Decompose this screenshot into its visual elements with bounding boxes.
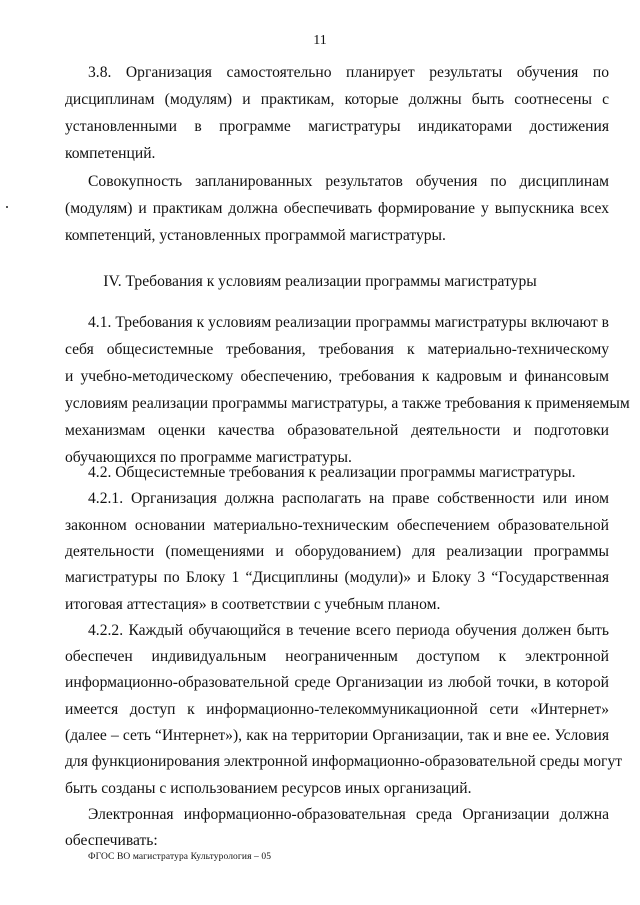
text-line: Электронная информационно-образовательная среда Организации должна (88, 805, 609, 823)
text-line: 3.8. Организация самостоятельно планирует результаты обучения по (88, 64, 609, 81)
text-line: и учебно-методическому обеспечению, требования к кадровым и финансовым (65, 368, 609, 385)
text-line: обеспечен индивидуальным неограниченным доступом к электронной (65, 648, 609, 666)
text-line: установленными в программе магистратуры индикаторами достижения (65, 118, 609, 135)
text-line: себя общесистемные требования, требования к материально-техническому (65, 341, 609, 358)
text-line: обучающихся по программе магистратуры. (65, 449, 352, 466)
text-line: для функционирования электронной информационно-образовательной среды могут (65, 753, 623, 771)
text-line: Совокупность запланированных результатов обучения по дисциплинам (88, 173, 609, 190)
text-line: быть созданы с использованием ресурсов иных организаций. (65, 779, 472, 797)
text-line: 4.2. Общесистемные требования к реализации программы магистратуры. (88, 464, 576, 481)
text-line: обеспечивать: (65, 832, 158, 850)
text-line: компетенций, установленных программой магистратуры. (65, 227, 446, 244)
text-line: дисциплинам (модулям) и практикам, которые должны быть соотнесены с (65, 91, 609, 108)
page-number: 11 (313, 33, 327, 48)
text-line: имеется доступ к информационно-телекоммуникационной сети «Интернет» (65, 700, 609, 718)
text-line: (далее – сеть “Интернет»), как на территории Организации, так и вне ее. Условия (65, 727, 609, 744)
text-line: 4.2.2. Каждый обучающийся в течение всего периода обучения должен быть (88, 621, 609, 639)
margin-mark (6, 206, 8, 208)
text-line: законном основании материально-техническим обеспечением образовательной (65, 516, 609, 534)
text-line: магистратуры по Блоку 1 “Дисциплины (модули)» и Блоку 3 “Государственная (65, 569, 609, 587)
page-footer: ФГОС ВО магистратура Культурология – 05 (88, 852, 272, 862)
text-line: информационно-образовательной среде Организации из любой точки, в которой (65, 674, 609, 692)
text-line: 4.1. Требования к условиям реализации программы магистратуры включают в (88, 314, 609, 331)
text-line: компетенций. (65, 145, 156, 162)
section-heading: IV. Требования к условиям реализации программы магистратуры (103, 273, 537, 290)
text-line: механизмам оценки качества образовательной деятельности и подготовки (65, 422, 609, 439)
text-line: деятельности (помещениями и оборудованием) для реализации программы (65, 542, 609, 560)
text-line: итоговая аттестация» в соответствии с учебным планом. (65, 595, 441, 613)
text-line: (модулям) и практикам должна обеспечивать формирование у выпускника всех (65, 200, 609, 217)
text-line: 4.2.1. Организация должна располагать на праве собственности или ином (88, 490, 609, 508)
text-line: условиям реализации программы магистратуры, а также требования к применяемым (65, 395, 630, 412)
